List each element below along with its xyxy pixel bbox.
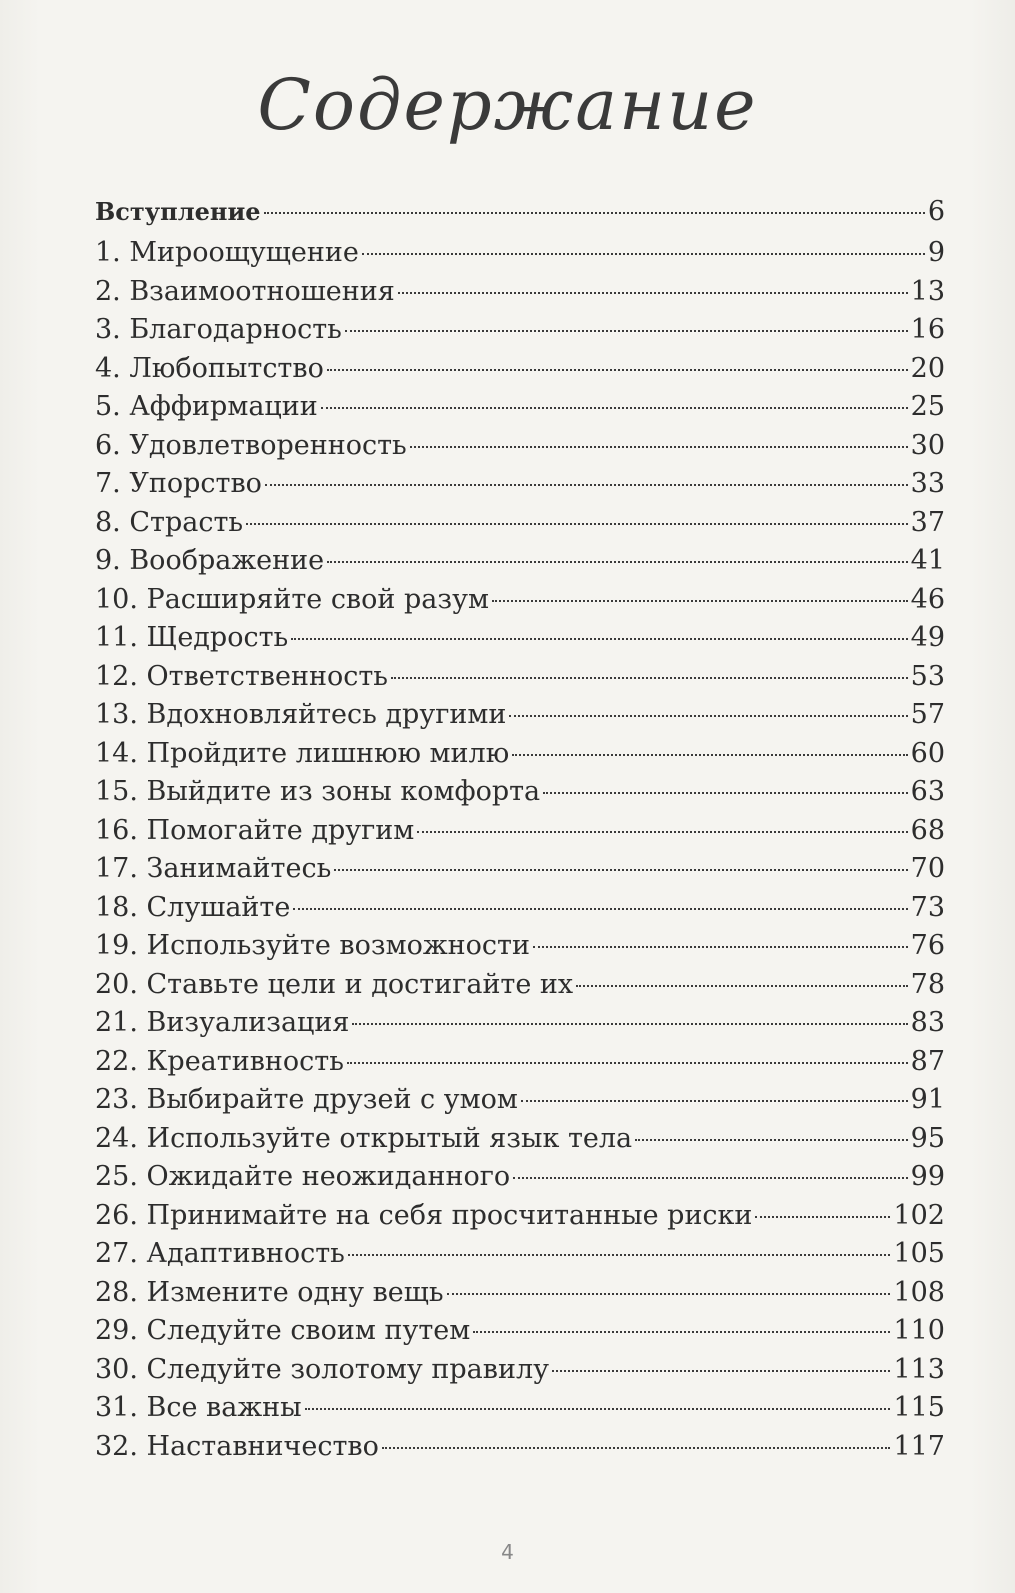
toc-entry: [95, 619, 945, 658]
toc-entry-title: 8. Страсть: [95, 506, 244, 538]
toc-entry: [95, 1389, 945, 1428]
toc-entry-page: 102: [893, 1199, 945, 1231]
toc-entry-title: 11. Щедрость: [95, 622, 289, 653]
toc-entry-page: 95: [910, 1122, 945, 1154]
toc-entry: [95, 889, 945, 928]
toc-entry: [95, 234, 945, 273]
dot-leader: [492, 600, 908, 602]
toc-entry-title: 29. Следуйте своим путем: [95, 1315, 471, 1346]
toc-entry-page: 76: [910, 930, 945, 961]
toc-entry: [95, 350, 945, 389]
dot-leader: [410, 446, 908, 448]
toc-entry-page: 25: [910, 391, 945, 422]
toc-entry: [95, 465, 945, 504]
dot-leader: [327, 561, 908, 563]
page-title: Содержание: [257, 64, 758, 146]
toc-entry: [95, 812, 945, 851]
toc-entry-title: 2. Взаимоотношения: [95, 275, 395, 307]
toc-entry: [95, 388, 945, 427]
toc-entry: [95, 735, 945, 774]
toc-entry: [95, 1004, 945, 1043]
table-of-contents: [95, 190, 945, 1466]
toc-entry: [95, 1312, 945, 1351]
toc-entry: [95, 1043, 945, 1082]
toc-entry-title: 17. Занимайтесь: [95, 853, 332, 884]
dot-leader: [473, 1331, 890, 1333]
toc-entry-page: 46: [910, 583, 945, 615]
toc-entry: [95, 773, 945, 812]
dot-leader: [327, 369, 908, 371]
toc-entry-title: 22. Креативность: [95, 1045, 344, 1077]
toc-entry: [95, 311, 945, 350]
toc-entry: [95, 581, 945, 620]
dot-leader: [362, 253, 925, 255]
toc-entry-title: 24. Используйте открытый язык тела: [95, 1122, 633, 1154]
toc-entry-page: 53: [910, 660, 945, 692]
toc-entry-page: 37: [910, 506, 945, 538]
dot-leader: [352, 1023, 907, 1025]
toc-entry-title: 20. Ставьте цели и достигайте их: [95, 968, 574, 1000]
dot-leader: [755, 1216, 890, 1218]
dot-leader: [293, 908, 907, 910]
toc-entry: [95, 1274, 945, 1313]
toc-entry-page: 113: [893, 1353, 945, 1385]
toc-entry-page: 49: [910, 622, 945, 653]
toc-entry: [95, 966, 945, 1005]
toc-entry-title: 5. Аффирмации: [95, 391, 318, 422]
dot-leader: [447, 1293, 891, 1295]
toc-entry-title: 25. Ожидайте неожиданного: [95, 1161, 511, 1192]
toc-entry-title: 23. Выбирайте друзей с умом: [95, 1084, 518, 1115]
dot-leader: [576, 985, 907, 987]
dot-leader: [334, 869, 907, 871]
dot-leader: [513, 1177, 908, 1179]
dot-leader: [509, 715, 907, 717]
toc-entry-title: 6. Удовлетворенность: [95, 429, 407, 461]
dot-leader: [264, 212, 925, 214]
dot-leader: [417, 831, 907, 833]
dot-leader: [635, 1139, 908, 1141]
page-number: 4: [501, 1540, 514, 1564]
toc-entry-page: 115: [893, 1392, 945, 1423]
toc-entry-page: 33: [910, 468, 945, 499]
toc-entry-title: 1. Мироощущение: [95, 237, 359, 268]
dot-leader: [265, 484, 908, 486]
toc-entry: [95, 1351, 945, 1390]
toc-entry-page: 63: [910, 776, 945, 807]
toc-entry-title: 30. Следуйте золотому правилу: [95, 1353, 549, 1385]
dot-leader: [305, 1408, 891, 1410]
dot-leader: [398, 292, 908, 294]
toc-entry-title: 27. Адаптивность: [95, 1238, 345, 1269]
toc-entry: [95, 542, 945, 581]
toc-entry: [95, 427, 945, 466]
dot-leader: [348, 1254, 891, 1256]
toc-entry-title: 32. Наставничество: [95, 1430, 379, 1462]
toc-entry: [95, 927, 945, 966]
toc-entry: [95, 1158, 945, 1197]
dot-leader: [347, 1062, 908, 1064]
toc-entry-page: 117: [893, 1430, 945, 1462]
toc-entry: [95, 1197, 945, 1236]
toc-entry-title: 28. Измените одну вещь: [95, 1276, 444, 1308]
toc-entry: [95, 504, 945, 543]
dot-leader: [552, 1370, 890, 1372]
toc-entry-page: 30: [910, 429, 945, 461]
toc-entry-page: 20: [910, 352, 945, 384]
toc-entry-title: 14. Пройдите лишнюю милю: [95, 737, 510, 769]
toc-entry-page: 9: [927, 237, 945, 268]
toc-entry-title: 16. Помогайте другим: [95, 814, 415, 846]
toc-entry-title: 9. Воображение: [95, 545, 325, 576]
dot-leader: [291, 638, 907, 640]
toc-entry-page: 99: [910, 1161, 945, 1192]
toc-entry-page: 83: [910, 1007, 945, 1038]
toc-entry: [95, 696, 945, 735]
toc-entry-page: 60: [910, 737, 945, 769]
toc-entry-title: 12. Ответственность: [95, 660, 388, 692]
toc-entry-page: 13: [910, 275, 945, 307]
toc-entry-page: 105: [893, 1238, 945, 1269]
toc-entry-page: 91: [910, 1084, 945, 1115]
toc-entry-page: 87: [910, 1045, 945, 1077]
dot-leader: [391, 677, 908, 679]
toc-entry-page: 6: [927, 196, 945, 227]
toc-entry: [95, 658, 945, 697]
toc-entry-title: 13. Вдохновляйтесь другими: [95, 699, 507, 730]
toc-entry-title: 19. Используйте возможности: [95, 930, 530, 961]
toc-entry: [95, 850, 945, 889]
toc-entry-page: 73: [910, 891, 945, 923]
dot-leader: [543, 792, 907, 794]
toc-entry-title: 15. Выйдите из зоны комфорта: [95, 776, 541, 807]
dot-leader: [521, 1100, 908, 1102]
dot-leader: [512, 754, 907, 756]
toc-entry-title: 10. Расширяйте свой разум: [95, 583, 489, 615]
toc-entry-title: 26. Принимайте на себя просчитанные риски: [95, 1199, 753, 1231]
toc-entry-page: 78: [910, 968, 945, 1000]
toc-entry-title: Вступление: [95, 197, 261, 226]
dot-leader: [533, 946, 908, 948]
toc-entry-title: 31. Все важны: [95, 1392, 302, 1423]
dot-leader: [382, 1447, 891, 1449]
dot-leader: [246, 523, 908, 525]
toc-entry-title: 7. Упорство: [95, 468, 262, 499]
toc-entry-title: 3. Благодарность: [95, 314, 342, 345]
toc-entry: [95, 1081, 945, 1120]
toc-entry-page: 16: [910, 314, 945, 345]
toc-entry-page: 57: [910, 699, 945, 730]
dot-leader: [321, 407, 908, 409]
toc-entry: [95, 1428, 945, 1467]
toc-entry-page: 110: [893, 1315, 945, 1346]
dot-leader: [345, 330, 908, 332]
toc-entry-title: 4. Любопытство: [95, 352, 324, 384]
toc-entry-page: 68: [910, 814, 945, 846]
toc-entry: [95, 1120, 945, 1159]
toc-entry-page: 70: [910, 853, 945, 884]
toc-entry-page: 108: [893, 1276, 945, 1308]
toc-entry-title: 21. Визуализация: [95, 1007, 350, 1038]
toc-entry: [95, 190, 945, 234]
toc-entry: [95, 273, 945, 312]
toc-entry-title: 18. Слушайте: [95, 891, 291, 923]
toc-entry: [95, 1235, 945, 1274]
toc-entry-page: 41: [910, 545, 945, 576]
